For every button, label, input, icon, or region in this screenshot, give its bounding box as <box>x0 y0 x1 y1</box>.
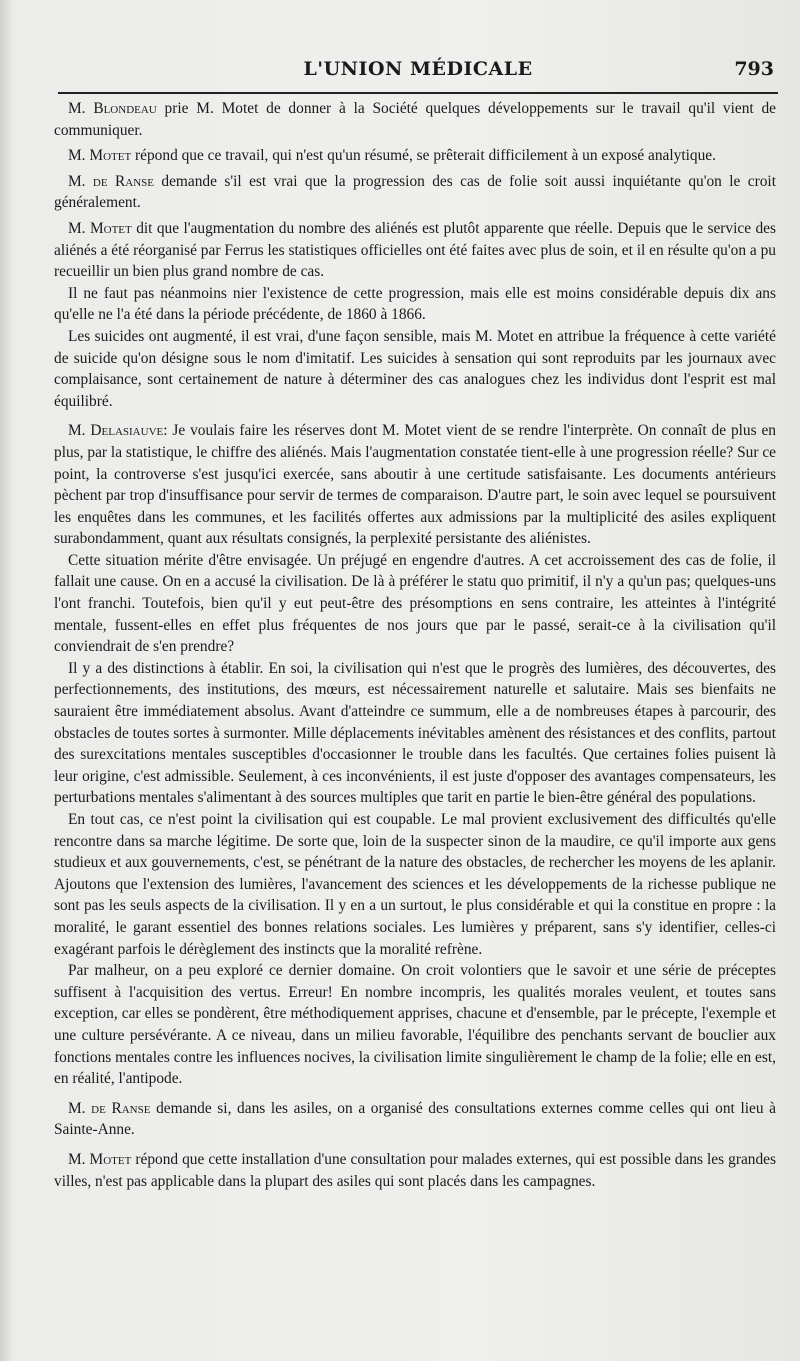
paragraph-text: répond que cette installation d'une consultation pour malades externes, qui est possible dans les grandes villes, n'est pas applicable dans la plupart des asiles qui sont placés dans les campagnes. <box>54 1150 776 1190</box>
paragraph <box>54 658 776 809</box>
paragraph <box>54 218 776 283</box>
speaker: M. Delasiauve <box>68 422 164 440</box>
paragraph <box>54 809 776 960</box>
paragraph <box>54 326 776 412</box>
paragraph-text: Les suicides ont augmenté, il est vrai, d'une façon sensible, mais M. Motet en attribue la fréquence à cette variété de suicide qu'on désigne sous le nom d'imitatif. Les suicides à sensation qui sont reproduits par les journaux avec complaisance, sont certainement de nature à déterminer des cas analogues chez les individus dont l'esprit est mal équilibré. <box>54 327 776 410</box>
paragraph-text: dit que l'augmentation du nombre des aliénés est plutôt apparente que réelle. Depuis que le service des aliénés a été réorganisé par Ferrus les statistiques officielles ont été faites avec plus de soin, et il en résulte qu'on a pu recueillir un bien plus grand nombre de cas. <box>54 219 776 281</box>
paragraph-text: En tout cas, ce n'est point la civilisation qui est coupable. Le mal provient exclusivement des difficultés qu'elle rencontre dans sa marche légitime. De sorte que, loin de la suspecter sinon de la maudire, ce qu'il importe aux gens studieux et aux gouvernements, c'est, se pénétrant de la nature des obstacles, de rechercher les moyens de les aplanir. Ajoutons que l'extension des lumières, l'avancement des sciences et les développements de la richesse publique ne sont pas les seuls aspects de la civilisation. Il y en a un surtout, le plus considérable et qui la constitue en propre : la moralité, le garant essentiel des bonnes relations sociales. Les lumières y préparent, sans s'y identifier, celles-ci exagérant parfois le dérèglement des instincts que la moralité refrène. <box>54 811 776 958</box>
body-text <box>54 98 776 1196</box>
speaker: M. Motet <box>68 147 132 165</box>
paragraph <box>54 1098 776 1141</box>
header-rule <box>58 92 778 94</box>
paragraph-text: Cette situation mérite d'être envisagée. Un préjugé en engendre d'autres. A cet accroissement des cas de folie, il fallait une cause. On en a accusé la civilisation. De là à préférer le statu quo primitif, il n'y a qu'un pas; quelques-uns l'ont franchi. Toutefois, bien qu'il y eut peut-être des présomptions en sens contraire, les atteintes à l'intégrité mentale, fussent-elles en effet plus fréquentes de nos jours que par le passé, serait-ce à la civilisation qu'il conviendrait de s'en prendre? <box>54 551 776 656</box>
paragraph-text: répond que ce travail, qui n'est qu'un résumé, se prêterait difficilement à un exposé analytique. <box>135 147 716 165</box>
paragraph <box>54 550 776 658</box>
paragraph <box>54 98 776 141</box>
speaker: M. Motet <box>68 219 132 237</box>
speaker: M. de Ranse <box>68 1099 151 1117</box>
page-number: 793 <box>734 58 774 80</box>
speaker: M. Blondeau <box>68 100 157 117</box>
page-header <box>58 56 778 86</box>
paragraph-text: Il ne faut pas néanmoins nier l'existence de cette progression, mais elle est moins considérable depuis dix ans qu'elle ne l'a été dans la période précédente, de 1860 à 1866. <box>54 284 776 324</box>
paragraph-text: Par malheur, on a peu exploré ce dernier domaine. On croit volontiers que le savoir et une série de préceptes suffisent à l'acquisition des vertus. Erreur! En nombre incompris, les qualités morales veulent, et toutes sans exception, car elles se pondèrent, être méthodiquement apprises, chacune et d'ensemble, par le précepte, l'exemple et une culture persévérante. A ce niveau, dans un milieu favorable, l'équilibre des penchants servant de bouclier aux fonctions mentales contre les influences nocives, la civilisation limite singulièrement le champ de la folie; elle en est, en réalité, l'antipode. <box>54 962 776 1088</box>
paragraph-text: : Je voulais faire les réserves dont M. Motet vient de se rendre l'interprète. On connaît de plus en plus, par la statistique, le chiffre des aliénés. Mais l'augmentation constatée tient-elle à une progression réelle? Sur ce point, la controverse s'est jusqu'ici exercée, sans aboutir à une certitude satisfaisante. Les documents antérieurs pèchent par trop d'insuffisance pour servir de termes de comparaison. D'autre part, le soin avec lequel se poursuivent les enquêtes dans les communes, et les facilités offertes aux admissions par la multiplicité des asiles expliquent surabondamment, quant aux résultats consignés, la perplexité persistante des aliénistes. <box>54 422 776 548</box>
paragraph <box>54 171 776 214</box>
paragraph-text: demande si, dans les asiles, on a organisé des consultations externes comme celles qui ont lieu à Sainte-Anne. <box>54 1099 776 1139</box>
paragraph-text: Il y a des distinctions à établir. En soi, la civilisation qui n'est que le progrès des lumières, des découvertes, des perfectionnements, des institutions, des mœurs, est nécessairement naturelle et salutaire. Mais ses bienfaits ne sauraient être immédiatement absolus. Avant d'atteindre ce summum, elle a de nombreuses étapes à parcourir, des obstacles de toutes sortes à surmonter. Mille déplacements inévitables amènent des résistances et des conflits, partout des surexcitations mentales susceptibles d'occasionner le trouble dans les facultés. Que certaines folies puisent là leur origine, c'est admissible. Seulement, à ces inconvénients, il est juste d'opposer des avantages compensateurs, les perturbations mentales s'alimentant à des sources multiples que tarit en partie le bien-être général des populations. <box>54 659 776 807</box>
running-title: L'UNION MÉDICALE <box>303 58 533 80</box>
paragraph <box>54 960 776 1090</box>
paragraph <box>54 420 776 550</box>
speaker: M. Motet <box>68 1150 132 1168</box>
paragraph-text: demande s'il est vrai que la progression des cas de folie soit aussi inquiétante qu'on le croit généralement. <box>54 172 776 212</box>
paragraph <box>54 283 776 326</box>
speaker: M. de Ranse <box>68 172 154 190</box>
paragraph <box>54 145 776 167</box>
paragraph-text: prie M. Motet de donner à la Société quelques développements sur le travail qu'il vient de communiquer. <box>54 100 776 139</box>
paragraph <box>54 1149 776 1192</box>
